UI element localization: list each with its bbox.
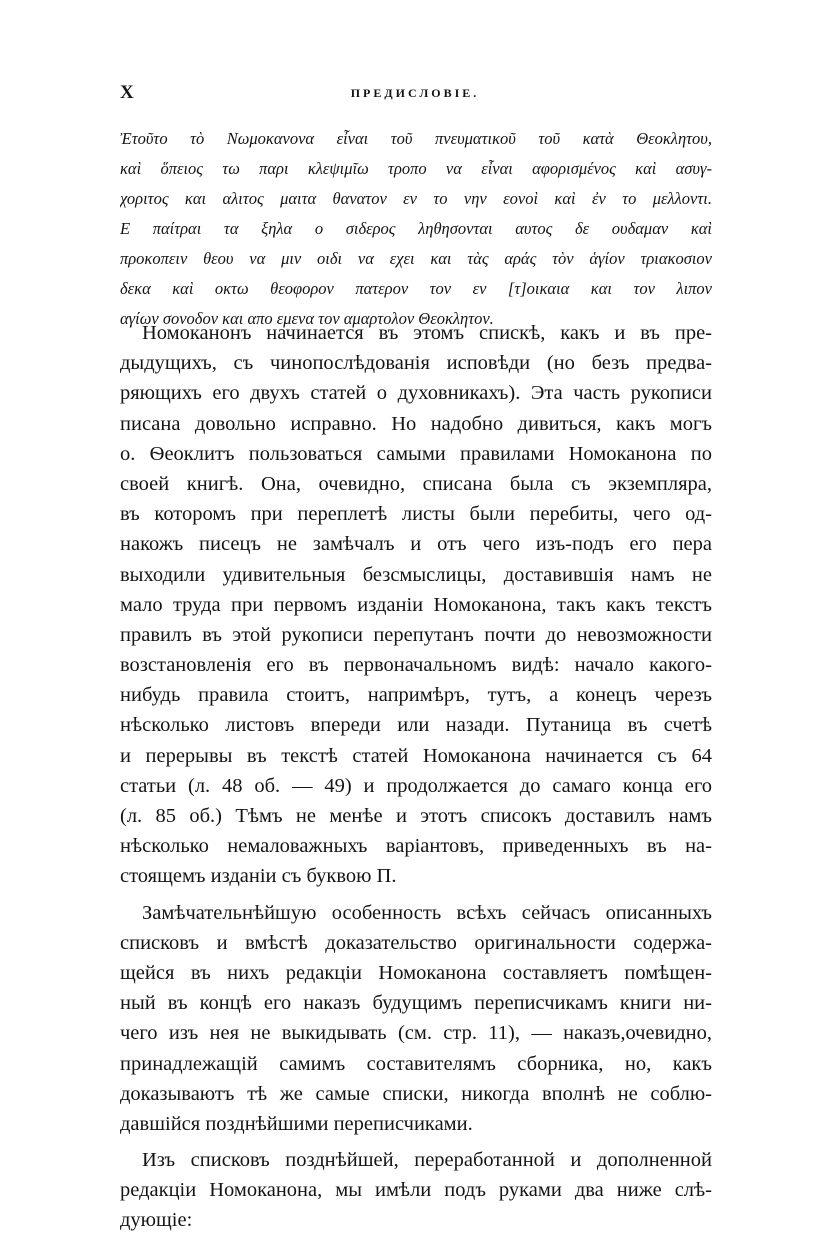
text-line: дыдущихъ, съ чинопослѣдованія исповѣди (но безъ предва- (120, 352, 712, 375)
greek-quote (120, 124, 712, 334)
text-line: возстановленія его въ первоначальномъ видѣ: начало какого- (120, 654, 712, 677)
text-line: мало труда при первомъ изданіи Номоканона, такъ какъ текстъ (120, 593, 712, 616)
text-line: своей книгѣ. Она, очевидно, списана была съ экземпляра, (120, 472, 712, 495)
text-line: Изъ списковъ позднѣйшей, переработанной и дополненной (142, 1149, 712, 1172)
text-line: доказываютъ тѣ же самые списки, никогда вполнѣ не соблю- (120, 1082, 712, 1105)
text-line: Номоканонъ начинается въ этомъ спискѣ, какъ и въ пре- (142, 322, 712, 344)
text-line: щейся въ нихъ редакціи Номоканона составляетъ помѣщен- (120, 961, 712, 984)
text-line: стоящемъ изданіи съ буквою П. (120, 865, 397, 888)
text-line: принадлежащій самимъ составителямъ сборника, но, какъ (120, 1052, 712, 1075)
text-line: дующіе: (120, 1209, 193, 1232)
greek-quote-line: Ἐτοῦτο τὸ Νωμοκανονα εἶναι τοῦ πνευματικοῦ τοῦ κατὰ Θεοκλητου, (120, 129, 712, 148)
paragraph (120, 318, 712, 892)
text-line: о. Ѳеоклитъ пользоваться самыми правилами Номоканона по (120, 442, 712, 465)
text-line: ный въ концѣ его наказъ будущимъ переписчикамъ книги ни- (120, 992, 712, 1015)
text-line: писана довольно исправно. Но надобно дивиться, какъ могъ (120, 412, 712, 435)
running-title: ПРЕДИСЛОВІЕ. (350, 86, 480, 100)
page-number: X (120, 82, 134, 103)
text-line: въ которомъ при переплетѣ листы были перебиты, чего од- (120, 503, 712, 526)
text-line: (л. 85 об.) Тѣмъ не менѣе и этотъ списокъ доставилъ намъ (120, 805, 712, 827)
text-line: накожъ писецъ не замѣчалъ и отъ чего изъ-подъ его пера (120, 533, 712, 556)
text-line: нѣсколько немаловажныхъ варіантовъ, приведенныхъ въ на- (120, 835, 712, 858)
text-line: Замѣчательнѣйшую особенность всѣхъ сейчасъ описанныхъ (142, 901, 712, 924)
text-line: списковъ и вмѣстѣ доказательство оригинальности содержа- (120, 931, 712, 954)
text-line: нѣсколько листовъ впереди или назади. Путаница въ счетѣ (120, 714, 712, 737)
text-line: нибудь правила стоитъ, напримѣръ, тутъ, а конецъ черезъ (120, 684, 712, 707)
greek-quote-line: καὶ ὅπειος τω παρι κλεψιμῖω τροπο να εἶναι αφορισμένος καὶ ασυγ- (120, 159, 712, 178)
paragraph (120, 1145, 712, 1236)
body-text (120, 318, 712, 1236)
greek-quote-line: Ε παίτραι τα ξηλα ο σιδερος ληθησονται αυτος δε ουδαμαν καὶ (120, 219, 712, 238)
text-line: и перерывы въ текстѣ статей Номоканона начинается съ 64 (120, 744, 712, 767)
text-line: ряющихъ его двухъ статей о духовникахъ). Эта часть рукописи (120, 382, 712, 405)
text-line: давшійся позднѣйшими переписчиками. (120, 1112, 473, 1135)
text-line: правилъ въ этой рукописи перепутанъ почти до невозможности (120, 623, 712, 646)
greek-quote-line: αγίων σονοδον και απο εμενα τον αμαρτολον Θεοκλητον. (120, 309, 494, 328)
greek-quote-line: δεκα καὶ οκτω θεοφορον πατερον τον εν [τ]οικαια και τον λιπον (120, 279, 712, 298)
greek-quote-line: προκοπειν θεου να μιν οιδι να εχει και τὰς αράς τὸν ἁγίον τριακοσιον (120, 249, 712, 268)
text-line: чего изъ нея не выкидывать (см. стр. 11), — наказъ,очевидно, (120, 1022, 712, 1045)
greek-quote-line: χοριτος και αλιτος μαιτα θανατον εν το νην εονοὶ καὶ ἐν το μελλοντι. (120, 189, 712, 208)
text-line: выходили удивительныя безсмыслицы, доставившія намъ не (120, 563, 712, 586)
running-head (120, 82, 710, 106)
text-line: редакціи Номоканона, мы имѣли подъ руками два ниже слѣ- (120, 1179, 712, 1202)
text-line: статьи (л. 48 об. — 49) и продолжается до самаго конца его (120, 774, 712, 797)
paragraph (120, 898, 712, 1140)
